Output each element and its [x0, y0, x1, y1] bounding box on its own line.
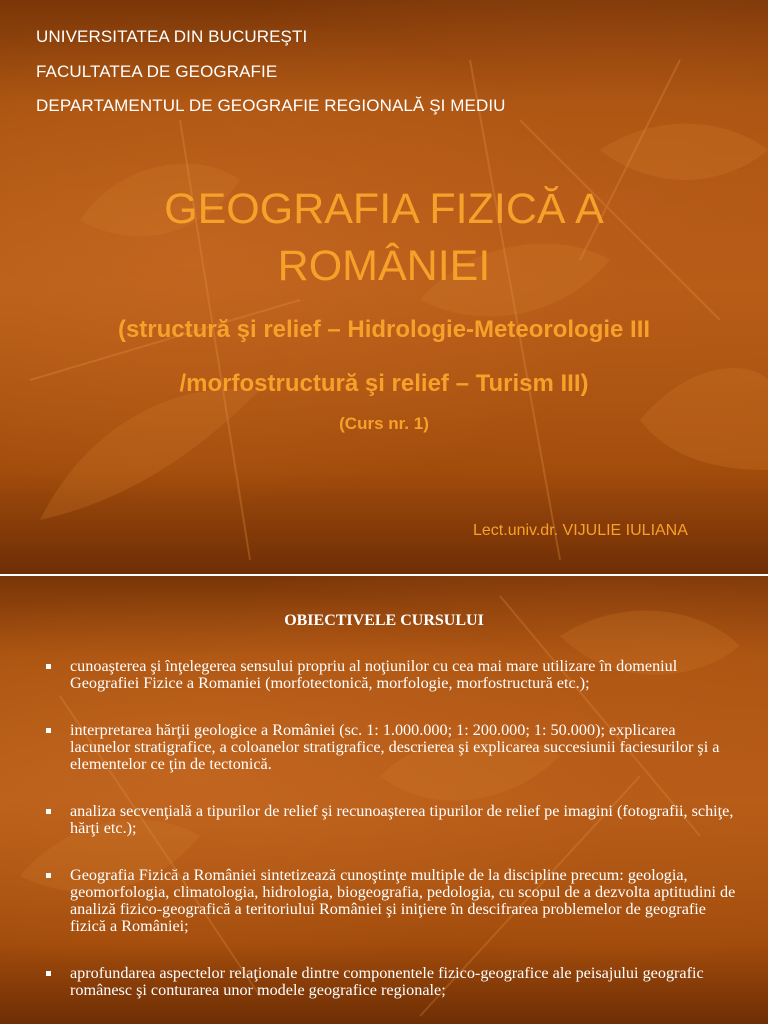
- course-number: (Curs nr. 1): [339, 414, 429, 433]
- author-name: Lect.univ.dr. VIJULIE IULIANA: [473, 522, 688, 539]
- objectives-heading: OBIECTIVELE CURSULUI: [284, 612, 484, 629]
- list-item: [46, 722, 736, 773]
- university-name: UNIVERSITATEA DIN BUCUREŞTI: [36, 27, 308, 46]
- objectives-slide: [0, 576, 768, 1024]
- list-item: [46, 867, 736, 935]
- square-bullet-icon: [46, 728, 51, 733]
- objective-text: aprofundarea aspectelor relaţionale dintre componentele fizico-geografice ale peisajului geografic românesc şi conturarea unor modele geografice regionale;: [70, 964, 704, 999]
- list-item: [46, 803, 736, 837]
- department-name: DEPARTAMENTUL DE GEOGRAFIE REGIONALĂ ŞI MEDIU: [36, 96, 506, 115]
- square-bullet-icon: [46, 809, 51, 814]
- course-subtitle-line-1: (structură şi relief – Hidrologie-Meteorologie III: [117, 316, 651, 343]
- list-item: [46, 965, 736, 999]
- objective-text: Geografia Fizică a României sintetizează cunoştinţe multiple de la discipline precum: geologia, geomorfologia, climatologia, hidrologia, biogeografia, pedologia, cu scopul de a dezvolta aptitudini de analiză fizico-geografică a teritoriului României şi iniţiere în descifrarea problemelor de geografie fizică a României;: [70, 866, 736, 935]
- objectives-list: [46, 658, 736, 1024]
- square-bullet-icon: [46, 873, 51, 878]
- objective-text: analiza secvenţială a tipurilor de relief şi recunoaşterea tipurilor de relief pe imagini (fotografii, schiţe, hărţi etc.);: [70, 802, 734, 837]
- list-item: [46, 658, 736, 692]
- course-title-line-2: ROMÂNIEI: [277, 242, 491, 290]
- square-bullet-icon: [46, 971, 51, 976]
- square-bullet-icon: [46, 664, 51, 669]
- objective-text: interpretarea hărţii geologice a României (sc. 1: 1.000.000; 1: 200.000; 1: 50.000); explicarea lacunelor stratigrafice, a coloanelor stratigrafice, descrierea şi explicarea succesiunii faciesurilor şi a elementelor ce ţin de tectonică.: [70, 721, 720, 773]
- objective-text: cunoaşterea şi înţelegerea sensului propriu al noţiunilor cu cea mai mare utilizare în domeniul Geografiei Fizice a Romaniei (morfotectonică, morfologie, morfostructură etc.);: [70, 657, 678, 692]
- course-subtitle-line-2: /morfostructură şi relief – Turism III): [179, 370, 589, 397]
- course-title-line-1: GEOGRAFIA FIZICĂ A: [164, 185, 604, 233]
- faculty-name: FACULTATEA DE GEOGRAFIE: [36, 62, 278, 81]
